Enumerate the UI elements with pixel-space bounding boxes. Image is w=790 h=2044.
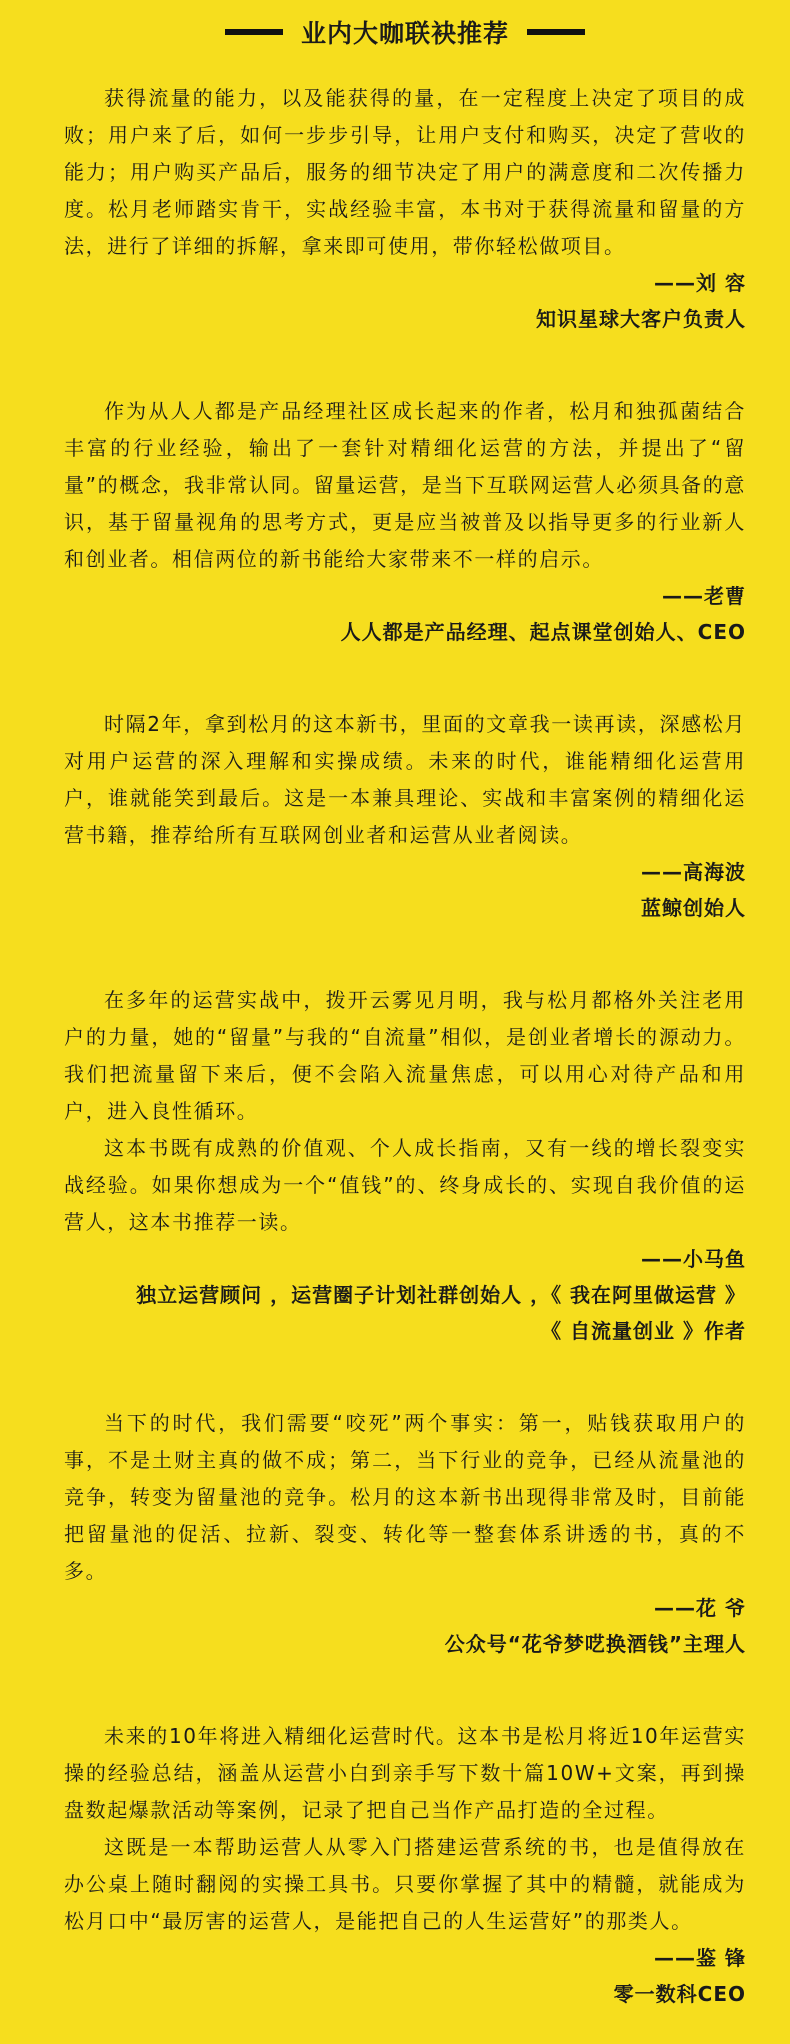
recommender-title: 蓝鲸创始人 — [641, 896, 746, 920]
page-title: 业内大咖联袂推荐 — [300, 19, 509, 48]
recommender-title: 知识星球大客户负责人 — [536, 307, 746, 331]
recommender-name: ——鉴 锋 — [654, 1946, 746, 1970]
recommendation-text: 作为从人人都是产品经理社区成长起来的作者，松月和独孤菌结合丰富的行业经验，输出了一套针对精细化运营的方法，并提出了“留量”的概念，我非常认同。留量运营，是当下互联网运营人必须具备的意识，基于留量视角的思考方式，更是应当被普及以指导更多的行业新人和创业者。相信两位的新书能给大家带来不一样的启示。 — [64, 399, 746, 571]
page-header — [64, 0, 746, 60]
recommendation-text: 在多年的运营实战中，拨开云雾见月明，我与松月都格外关注老用户的力量，她的“留量”与我的“自流量”相似，是创业者增长的源动力。我们把流量留下来后，便不会陷入流量焦虑，可以用心对待产品和用户，进入良性循环。 — [64, 988, 746, 1123]
recommender-name: ——小马鱼 — [641, 1247, 746, 1271]
recommender-name: ——刘 容 — [654, 271, 746, 295]
recommendation-text: 获得流量的能力，以及能获得的量，在一定程度上决定了项目的成败；用户来了后，如何一步步引导，让用户支付和购买，决定了营收的能力；用户购买产品后，服务的细节决定了用户的满意度和二次传播力度。松月老师踏实肯干，实战经验丰富，本书对于获得流量和留量的方法，进行了详细的拆解，拿来即可使用，带你轻松做项目。 — [64, 86, 746, 258]
recommendation-text: 这既是一本帮助运营人从零入门搭建运营系统的书，也是值得放在办公桌上随时翻阅的实操工具书。只要你掌握了其中的精髓，就能成为松月口中“最厉害的运营人，是能把自己的人生运营好”的那类人。 — [64, 1835, 746, 1933]
recommender-title: 人人都是产品经理、起点课堂创始人、CEO — [340, 620, 746, 644]
recommendation-1 — [64, 80, 746, 337]
recommender-name: ——花 爷 — [654, 1596, 746, 1620]
title-right-bar — [527, 29, 585, 35]
recommendation-6 — [64, 1718, 746, 2012]
recommendation-2 — [64, 393, 746, 650]
title-left-bar — [225, 29, 283, 35]
recommendation-text: 当下的时代，我们需要“咬死”两个事实：第一，贴钱获取用户的事，不是土财主真的做不成；第二，当下行业的竞争，已经从流量池的竞争，转变为留量池的竞争。松月的这本新书出现得非常及时，目前能把留量池的促活、拉新、裂变、转化等一整套体系讲透的书，真的不多。 — [64, 1411, 746, 1583]
recommender-title: 独立运营顾问 ，运营圈子计划社群创始人 ，《 我在阿里做运营 》 — [136, 1283, 746, 1307]
recommender-title: 零一数科CEO — [613, 1982, 746, 2006]
recommendation-4 — [64, 982, 746, 1349]
recommendation-text: 时隔2年，拿到松月的这本新书，里面的文章我一读再读，深感松月对用户运营的深入理解和实操成绩。未来的时代，谁能精细化运营用户，谁就能笑到最后。这是一本兼具理论、实战和丰富案例的精细化运营书籍，推荐给所有互联网创业者和运营从业者阅读。 — [64, 712, 746, 847]
recommender-name: ——老曹 — [662, 584, 746, 608]
recommendation-5 — [64, 1405, 746, 1662]
recommender-title: 公众号“花爷梦呓换酒钱”主理人 — [444, 1632, 746, 1656]
recommendation-3 — [64, 706, 746, 926]
recommendation-text: 这本书既有成熟的价值观、个人成长指南，又有一线的增长裂变实战经验。如果你想成为一个“值钱”的、终身成长的、实现自我价值的运营人，这本书推荐一读。 — [64, 1136, 746, 1234]
recommender-title: 《 自流量创业 》作者 — [541, 1319, 746, 1343]
recommender-name: ——高海波 — [641, 860, 746, 884]
recommendation-text: 未来的10年将进入精细化运营时代。这本书是松月将近10年运营实操的经验总结，涵盖从运营小白到亲手写下数十篇10W+文案，再到操盘数起爆款活动等案例，记录了把自己当作产品打造的全过程。 — [64, 1724, 746, 1822]
